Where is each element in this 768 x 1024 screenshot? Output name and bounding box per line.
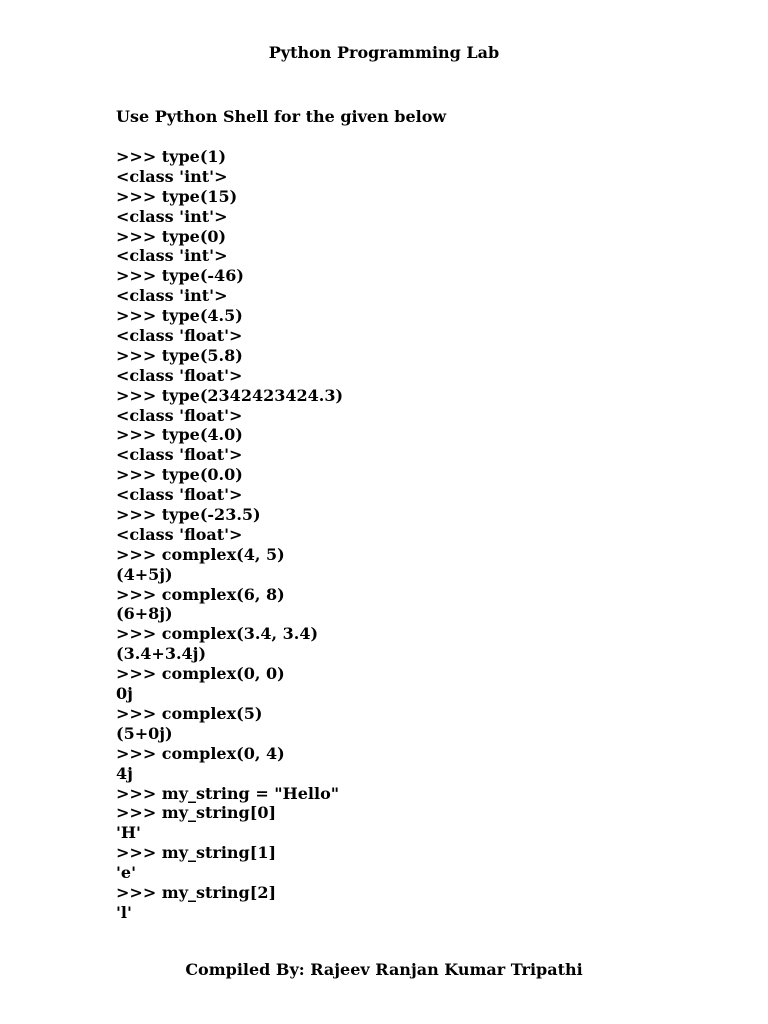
- shell-input-line: >>> complex(6, 8): [116, 584, 285, 604]
- shell-output-line: 'H': [116, 823, 141, 843]
- shell-output-line: <class 'float'>: [116, 445, 243, 465]
- shell-output-line: <class 'float'>: [116, 485, 243, 505]
- shell-output-line: <class 'int'>: [116, 206, 228, 226]
- shell-input-line: >>> type(-46): [116, 266, 244, 286]
- shell-input-line: >>> type(4.5): [116, 306, 243, 326]
- shell-output-line: 4j: [116, 763, 133, 783]
- shell-input-line: >>> complex(0, 4): [116, 743, 285, 763]
- shell-input-line: >>> complex(0, 0): [116, 664, 285, 684]
- page-footer: Compiled By: Rajeev Ranjan Kumar Tripathi: [185, 960, 583, 979]
- page-title: Python Programming Lab: [268, 43, 500, 62]
- shell-input-line: >>> type(15): [116, 186, 238, 206]
- shell-input-line: >>> complex(5): [116, 703, 263, 723]
- shell-output-line: (5+0j): [116, 723, 173, 743]
- shell-input-line: >>> type(1): [116, 147, 227, 166]
- shell-input-line: >>> complex(4, 5): [116, 544, 285, 564]
- shell-output-line: <class 'int'>: [116, 286, 228, 306]
- shell-output-line: <class 'float'>: [116, 326, 243, 346]
- shell-output-line: 'e': [116, 863, 136, 883]
- shell-output-line: 0j: [116, 684, 133, 704]
- shell-output-line: <class 'float'>: [116, 405, 243, 425]
- shell-input-line: >>> my_string[0]: [116, 803, 277, 823]
- intro-heading: Use Python Shell for the given below: [116, 107, 447, 126]
- shell-output-line: <class 'int'>: [116, 246, 228, 266]
- shell-input-line: >>> my_string[1]: [116, 843, 277, 863]
- shell-output-line: 'l': [116, 902, 132, 922]
- shell-input-line: >>> type(4.0): [116, 425, 243, 445]
- shell-output-line: (6+8j): [116, 604, 173, 624]
- shell-input-line: >>> my_string = "Hello": [116, 783, 340, 803]
- shell-output-line: (3.4+3.4j): [116, 644, 207, 664]
- shell-output-line: <class 'float'>: [116, 365, 243, 385]
- shell-input-line: >>> type(2342423424.3): [116, 385, 344, 405]
- shell-input-line: >>> type(-23.5): [116, 505, 261, 525]
- shell-input-line: >>> type(0): [116, 226, 227, 246]
- shell-input-line: >>> my_string[2]: [116, 882, 277, 902]
- shell-output-line: <class 'float'>: [116, 524, 243, 544]
- shell-output-line: <class 'int'>: [116, 166, 228, 186]
- shell-session: [116, 147, 343, 923]
- shell-input-line: >>> complex(3.4, 3.4): [116, 624, 319, 644]
- shell-input-line: >>> type(0.0): [116, 465, 243, 485]
- shell-output-line: (4+5j): [116, 564, 173, 584]
- shell-input-line: >>> type(5.8): [116, 345, 243, 365]
